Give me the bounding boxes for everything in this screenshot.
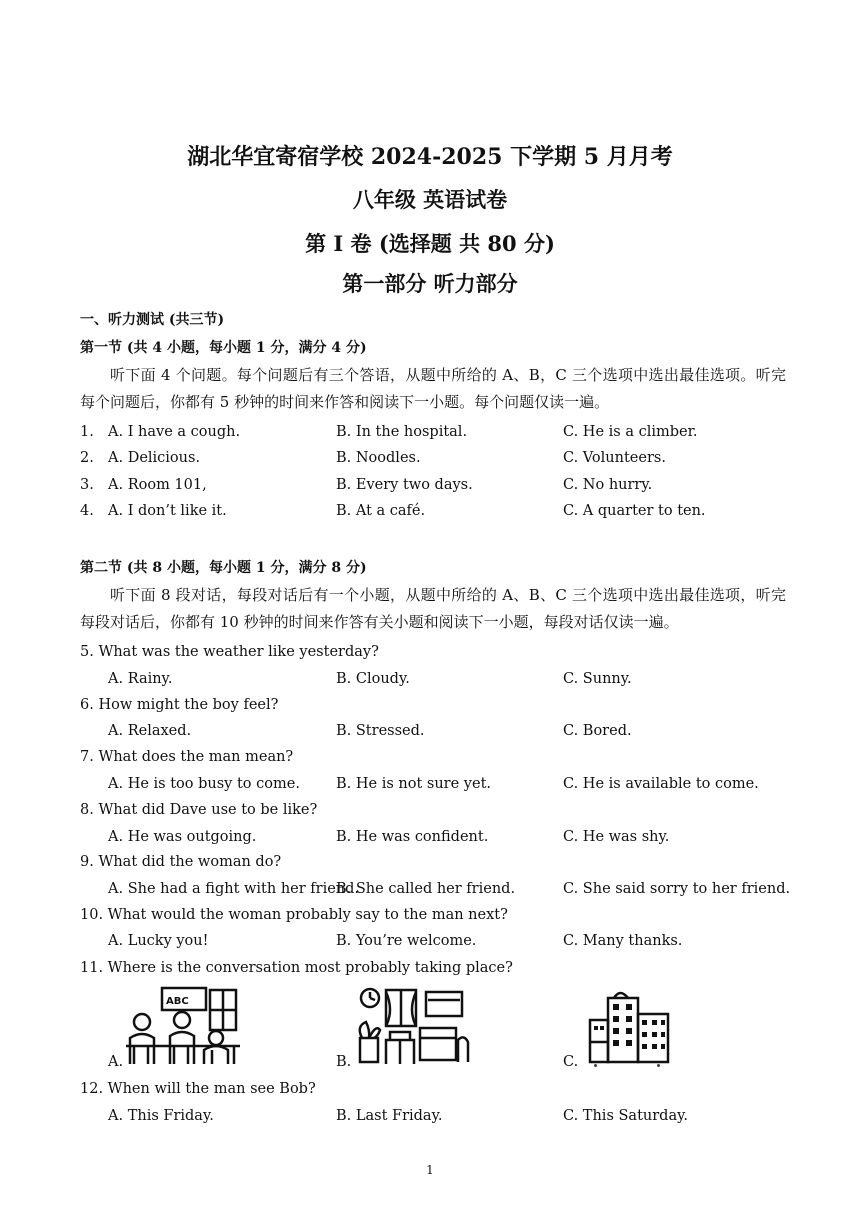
option-a: A. Relaxed. bbox=[108, 723, 192, 739]
option-c: C. He was shy. bbox=[563, 829, 670, 845]
option-b: B. Last Friday. bbox=[336, 1108, 443, 1124]
question-stem: 6. How might the boy feel? bbox=[80, 697, 279, 713]
exam-subtitle: 八年级 英语试卷 bbox=[352, 187, 508, 212]
exam-title: 湖北华宜寄宿学校 2024-2025 下学期 5 月月考 bbox=[187, 144, 673, 170]
option-b: B. He was confident. bbox=[336, 829, 489, 845]
option-row bbox=[0, 933, 860, 955]
option-a: A. He is too busy to come. bbox=[108, 776, 300, 792]
volume-heading: 第 I 卷 (选择题 共 80 分) bbox=[305, 231, 555, 256]
scan-dot bbox=[657, 1064, 660, 1067]
classroom-picture bbox=[124, 986, 242, 1066]
listening-heading: 一、听力测试 (共三节) bbox=[80, 312, 225, 328]
option-a: A. Rainy. bbox=[108, 671, 173, 687]
option-row bbox=[0, 881, 860, 903]
section1-instructions: 听下面 4 个问题。每个问题后有三个答语，从题中所给的 A、B，C 三个选项中选出最佳选项。听完每个问题后，你都有 5 秒钟的时间来作答和阅读下一小题。每个问题仅读一遍。 bbox=[80, 366, 786, 411]
section1-heading: 第一节 (共 4 小题，每小题 1 分，满分 4 分) bbox=[80, 340, 367, 356]
question-stem: 11. Where is the conversation most probably taking place? bbox=[80, 960, 513, 976]
question-number: 2. bbox=[80, 450, 94, 466]
option-a: A. I don’t like it. bbox=[108, 503, 227, 519]
question-stem: 9. What did the woman do? bbox=[80, 854, 282, 870]
option-c: C. Many thanks. bbox=[563, 933, 683, 949]
svg-text:ABC: ABC bbox=[166, 996, 189, 1007]
option-a: A. Delicious. bbox=[108, 450, 201, 466]
option-a: A. bbox=[108, 1054, 124, 1070]
question-row bbox=[0, 477, 860, 499]
option-c: C. Sunny. bbox=[563, 671, 632, 687]
section2-instructions: 听下面 8 段对话，每段对话后有一个小题，从题中所给的 A、B、C 三个选项中选出最佳选项，听完每段对话后，你都有 10 秒钟的时间来作答有关小题和阅读下一小题，每段对话仅读一遍。 bbox=[80, 586, 786, 631]
question-stem: 7. What does the man mean? bbox=[80, 749, 294, 765]
question-stem: 5. What was the weather like yesterday? bbox=[80, 644, 379, 660]
question-stem: 8. What did Dave use to be like? bbox=[80, 802, 318, 818]
option-row bbox=[0, 723, 860, 745]
option-a: A. Room 101, bbox=[108, 477, 207, 493]
option-a: A. Lucky you! bbox=[108, 933, 209, 949]
option-a: A. This Friday. bbox=[108, 1108, 214, 1124]
question-stem: 10. What would the woman probably say to the man next? bbox=[80, 907, 508, 923]
option-row bbox=[0, 776, 860, 798]
section2-heading: 第二节 (共 8 小题，每小题 1 分，满分 8 分) bbox=[80, 560, 367, 576]
option-c: C. bbox=[563, 1054, 579, 1070]
option-row bbox=[0, 1108, 860, 1130]
option-row bbox=[0, 671, 860, 693]
option-a: A. He was outgoing. bbox=[108, 829, 257, 845]
option-b: B. Stressed. bbox=[336, 723, 425, 739]
option-b: B. In the hospital. bbox=[336, 424, 468, 440]
option-c: C. He is available to come. bbox=[563, 776, 759, 792]
option-b: B. He is not sure yet. bbox=[336, 776, 492, 792]
question-row bbox=[0, 503, 860, 525]
question-number: 4. bbox=[80, 503, 94, 519]
option-c: C. She said sorry to her friend. bbox=[563, 881, 791, 897]
option-c: C. A quarter to ten. bbox=[563, 503, 706, 519]
question-number: 1. bbox=[80, 424, 94, 440]
option-a: A. She had a fight with her friend. bbox=[108, 881, 360, 897]
home-picture bbox=[356, 986, 470, 1066]
option-c: C. No hurry. bbox=[563, 477, 653, 493]
option-c: C. Bored. bbox=[563, 723, 632, 739]
option-c: C. This Saturday. bbox=[563, 1108, 688, 1124]
part-heading: 第一部分 听力部分 bbox=[342, 271, 518, 296]
option-b: B. bbox=[336, 1054, 352, 1070]
option-b: B. Every two days. bbox=[336, 477, 473, 493]
question-number: 3. bbox=[80, 477, 94, 493]
option-c: C. He is a climber. bbox=[563, 424, 698, 440]
option-a: A. I have a cough. bbox=[108, 424, 241, 440]
question-stem: 12. When will the man see Bob? bbox=[80, 1081, 316, 1097]
scan-dot bbox=[594, 1064, 597, 1067]
option-b: B. You’re welcome. bbox=[336, 933, 477, 949]
question-row bbox=[0, 450, 860, 472]
option-b: B. Cloudy. bbox=[336, 671, 410, 687]
option-b: B. Noodles. bbox=[336, 450, 421, 466]
page-number: 1 bbox=[426, 1163, 434, 1177]
building-picture bbox=[586, 986, 674, 1064]
option-b: B. At a café. bbox=[336, 503, 426, 519]
option-row bbox=[0, 829, 860, 851]
question-row bbox=[0, 424, 860, 446]
option-c: C. Volunteers. bbox=[563, 450, 666, 466]
option-b: B. She called her friend. bbox=[336, 881, 516, 897]
